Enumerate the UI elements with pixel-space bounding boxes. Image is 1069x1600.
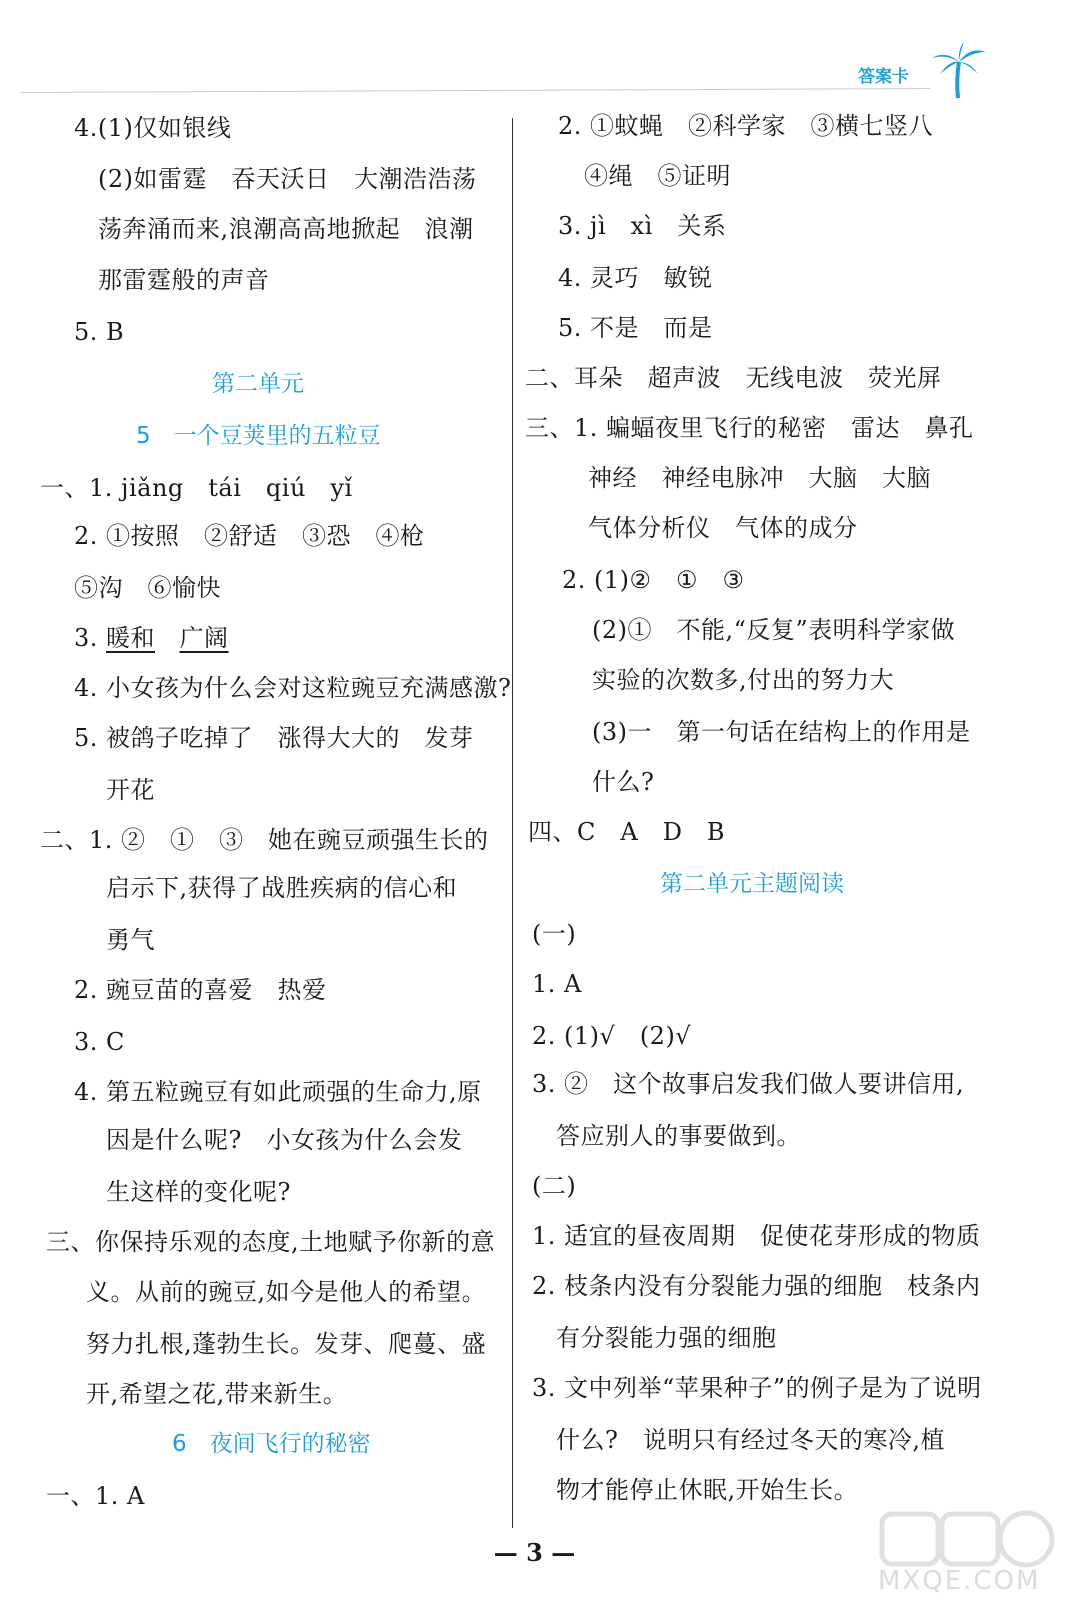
answer-line: 开花 [106,776,155,804]
answer-line: 开,希望之花,带来新生。 [86,1380,348,1408]
answer-line: 5. B [74,318,125,346]
answer-line: 2. 豌豆苗的喜爱 热爱 [74,976,327,1004]
answer-line: 4. 灵巧 敏锐 [558,264,713,292]
answer-line: 1. 适宜的昼夜周期 促使花芽形成的物质 [532,1222,981,1250]
answer-line: 5. 不是 而是 [558,314,713,342]
answer-line: ⑤沟 ⑥愉快 [74,574,221,602]
lesson-heading: 5 一个豆荚里的五粒豆 [136,423,381,449]
answer-line: 3. ② 这个故事启发我们做人要讲信用, [532,1070,965,1098]
watermark-text: MXQE.COM [878,1566,1041,1596]
answer-line: 3. 文中列举“苹果种子”的例子是为了说明 [532,1374,982,1402]
answer-line: (2)① 不能,“反复”表明科学家做 [592,616,956,644]
unit-heading: 第二单元 [212,371,304,397]
underlined-word: 广阔 [179,624,229,652]
answer-line: 2. ①按照 ②舒适 ③恐 ④枪 [74,522,425,550]
answer-line: 4. 小女孩为什么会对这粒豌豆充满感激? [74,674,512,702]
answer-line: 那雷霆般的声音 [98,266,270,294]
answer-line [74,622,229,654]
answer-line: 什么? 说明只有经过冬天的寒冷,植 [556,1426,945,1454]
answer-line: 三、1. 蝙蝠夜里飞行的秘密 雷达 鼻孔 [525,414,974,442]
header-rule [20,88,930,93]
answer-line: 答应别人的事要做到。 [556,1122,801,1150]
answer-line: (2)如雷霆 吞天沃日 大潮浩浩荡 [98,165,477,193]
answer-line: 2. (1)√ (2)√ [532,1022,692,1050]
answer-line: (3)一 第一句话在结构上的作用是 [592,718,971,746]
answer-line: 物才能停止休眠,开始生长。 [556,1476,859,1504]
underlined-word: 暖和 [106,624,156,652]
answer-number: 3. [74,624,107,652]
answer-line: 3. jì xì 关系 [558,212,727,240]
answer-line: 有分裂能力强的细胞 [556,1324,777,1352]
answer-line: 实验的次数多,付出的努力大 [592,666,895,694]
answer-line: (二) [532,1172,577,1200]
column-divider [512,118,513,1528]
answer-line: 2. 枝条内没有分裂能力强的细胞 枝条内 [532,1272,981,1300]
answer-line: ④绳 ⑤证明 [584,162,731,190]
answer-line: 什么? [592,768,655,796]
answer-line: 1. A [532,970,582,998]
answer-line: 勇气 [106,926,155,954]
page-number: — 3 — [493,1538,576,1567]
answer-line: 4.(1)仅如银线 [74,114,232,142]
answer-line: 二、耳朵 超声波 无线电波 荧光屏 [525,364,942,392]
answer-line: 启示下,获得了战胜疾病的信心和 [106,874,458,902]
answer-line: 3. C [74,1028,125,1056]
answer-line: 一、1. A [46,1482,145,1510]
answer-line: 因是什么呢? 小女孩为什么会发 [106,1126,463,1154]
reading-heading: 第二单元主题阅读 [660,871,844,897]
answer-line: (一) [532,920,577,948]
answer-line: 5. 被鸽子吃掉了 涨得大大的 发芽 [74,724,474,752]
answer-line: 一、1. jiǎng tái qiú yǐ [40,474,353,502]
answer-line: 努力扎根,蓬勃生长。发芽、爬蔓、盛 [86,1330,487,1358]
answer-line: 荡奔涌而来,浪潮高高地掀起 浪潮 [98,215,474,243]
answer-line: 生这样的变化呢? [106,1178,291,1206]
answer-line: 义。从前的豌豆,如今是他人的希望。 [86,1278,487,1306]
answer-line: 四、C A D B [528,818,726,846]
answer-line: 4. 第五粒豌豆有如此顽强的生命力,原 [74,1078,482,1106]
answer-line: 2. ①蚊蝇 ②科学家 ③横七竖八 [558,112,934,140]
answer-line: 2. (1)② ① ③ [562,566,745,594]
lesson-heading: 6 夜间飞行的秘密 [172,1431,371,1457]
palm-tree-icon [928,40,988,100]
answer-card-label: 答案卡 [858,67,909,87]
answer-line: 三、你保持乐观的态度,土地赋予你新的意 [46,1228,496,1256]
answer-line: 二、1. ② ① ③ 她在豌豆顽强生长的 [40,826,489,854]
answer-line: 气体分析仪 气体的成分 [588,514,858,542]
answer-line: 神经 神经电脉冲 大脑 大脑 [588,464,931,492]
